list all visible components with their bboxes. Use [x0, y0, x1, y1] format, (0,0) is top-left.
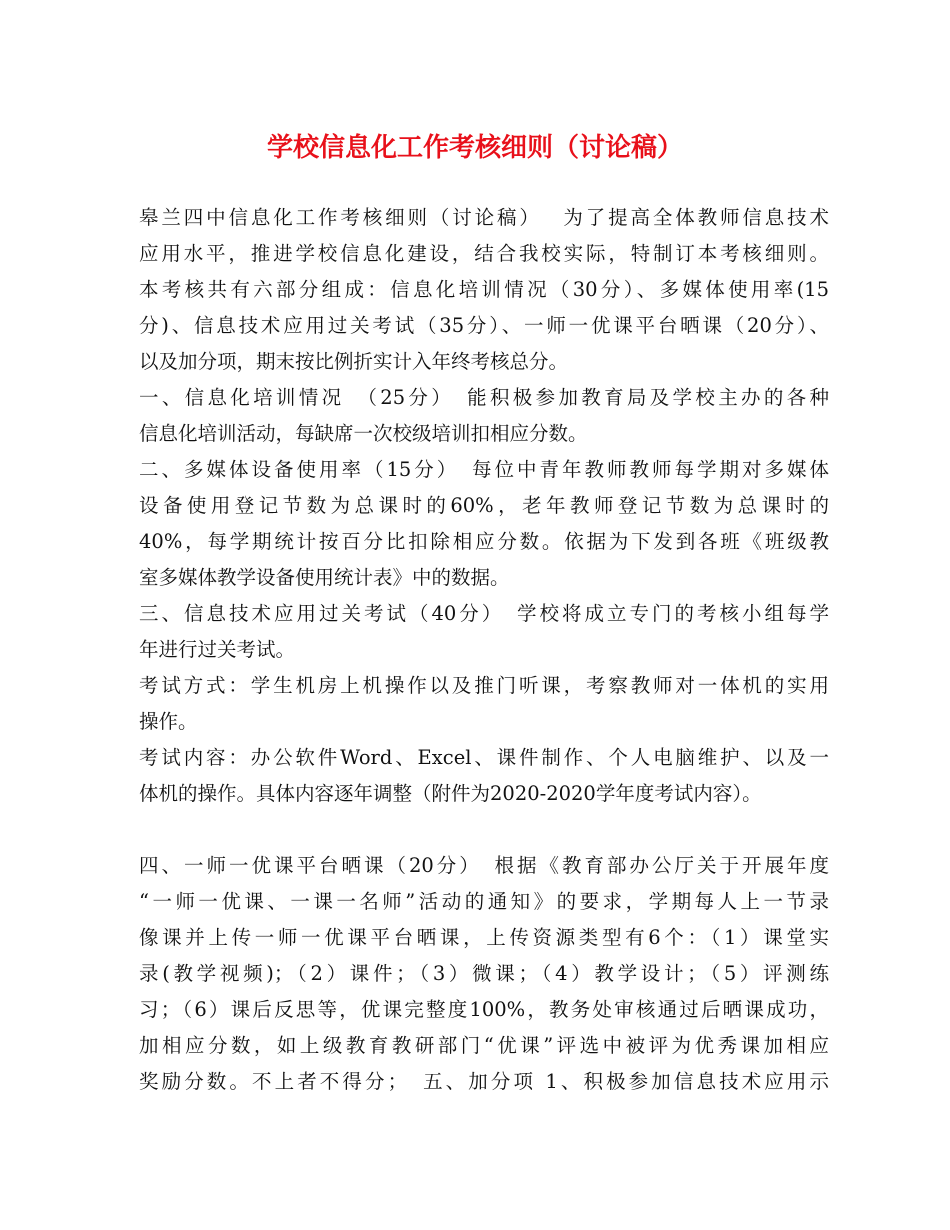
body-line: “一师一优课、一课一名师”活动的通知》的要求，学期每人上一节录 [139, 890, 829, 913]
body-line: 二、多媒体设备使用率（15分） 每位中青年教师教师每学期对多媒体 [139, 458, 829, 481]
body-line: 考试方式：学生机房上机操作以及推门听课，考察教师对一体机的实用 [139, 674, 829, 697]
body-line: 加相应分数，如上级教育教研部门“优课”评选中被评为优秀课加相应 [139, 1034, 829, 1057]
document-title: 学校信息化工作考核细则（讨论稿） [266, 133, 683, 163]
body-line: 录(教学视频)；（2）课件；（3）微课；（4）教学设计；（5）评测练 [139, 962, 829, 985]
body-line: 室多媒体教学设备使用统计表》中的数据。 [139, 566, 510, 589]
body-line: 40%，每学期统计按百分比扣除相应分数。依据为下发到各班《班级教 [139, 530, 829, 553]
body-line: 应用水平，推进学校信息化建设，结合我校实际，特制订本考核细则。 [139, 242, 829, 265]
body-line: 四、一师一优课平台晒课（20分） 根据《教育部办公厅关于开展年度 [139, 854, 829, 877]
document-body [139, 200, 829, 1100]
body-line: 操作。 [139, 710, 198, 733]
body-line: 设备使用登记节数为总课时的60%，老年教师登记节数为总课时的 [139, 494, 829, 517]
body-line: 年进行过关考试。 [139, 638, 296, 661]
body-line: 三、信息技术应用过关考试（40分） 学校将成立专门的考核小组每学 [139, 602, 829, 625]
body-line: 本考核共有六部分组成：信息化培训情况（30分）、多媒体使用率(15 [139, 278, 829, 301]
body-line: 皋兰四中信息化工作考核细则（讨论稿） 为了提高全体教师信息技术 [139, 206, 829, 229]
body-line: 一、信息化培训情况 （25分） 能积极参加教育局及学校主办的各种 [139, 386, 829, 409]
blank-line [139, 812, 829, 848]
body-line: 像课并上传一师一优课平台晒课，上传资源类型有6个：（1）课堂实 [139, 926, 829, 949]
body-line: 以及加分项，期末按比例折实计入年终考核总分。 [139, 350, 569, 373]
body-line: 信息化培训活动，每缺席一次校级培训扣相应分数。 [139, 422, 588, 445]
body-line: 考试内容：办公软件Word、Excel、课件制作、个人电脑维护、以及一 [139, 746, 829, 769]
body-line: 分)、信息技术应用过关考试（35分）、一师一优课平台晒课（20分）、 [139, 314, 829, 337]
body-line: 习；（6）课后反思等，优课完整度100%，教务处审核通过后晒课成功， [139, 998, 829, 1021]
body-line: 体机的操作。具体内容逐年调整（附件为2020-2020学年度考试内容）。 [139, 782, 762, 805]
body-line: 奖励分数。不上者不得分； 五、加分项 1、积极参加信息技术应用示 [139, 1070, 829, 1093]
